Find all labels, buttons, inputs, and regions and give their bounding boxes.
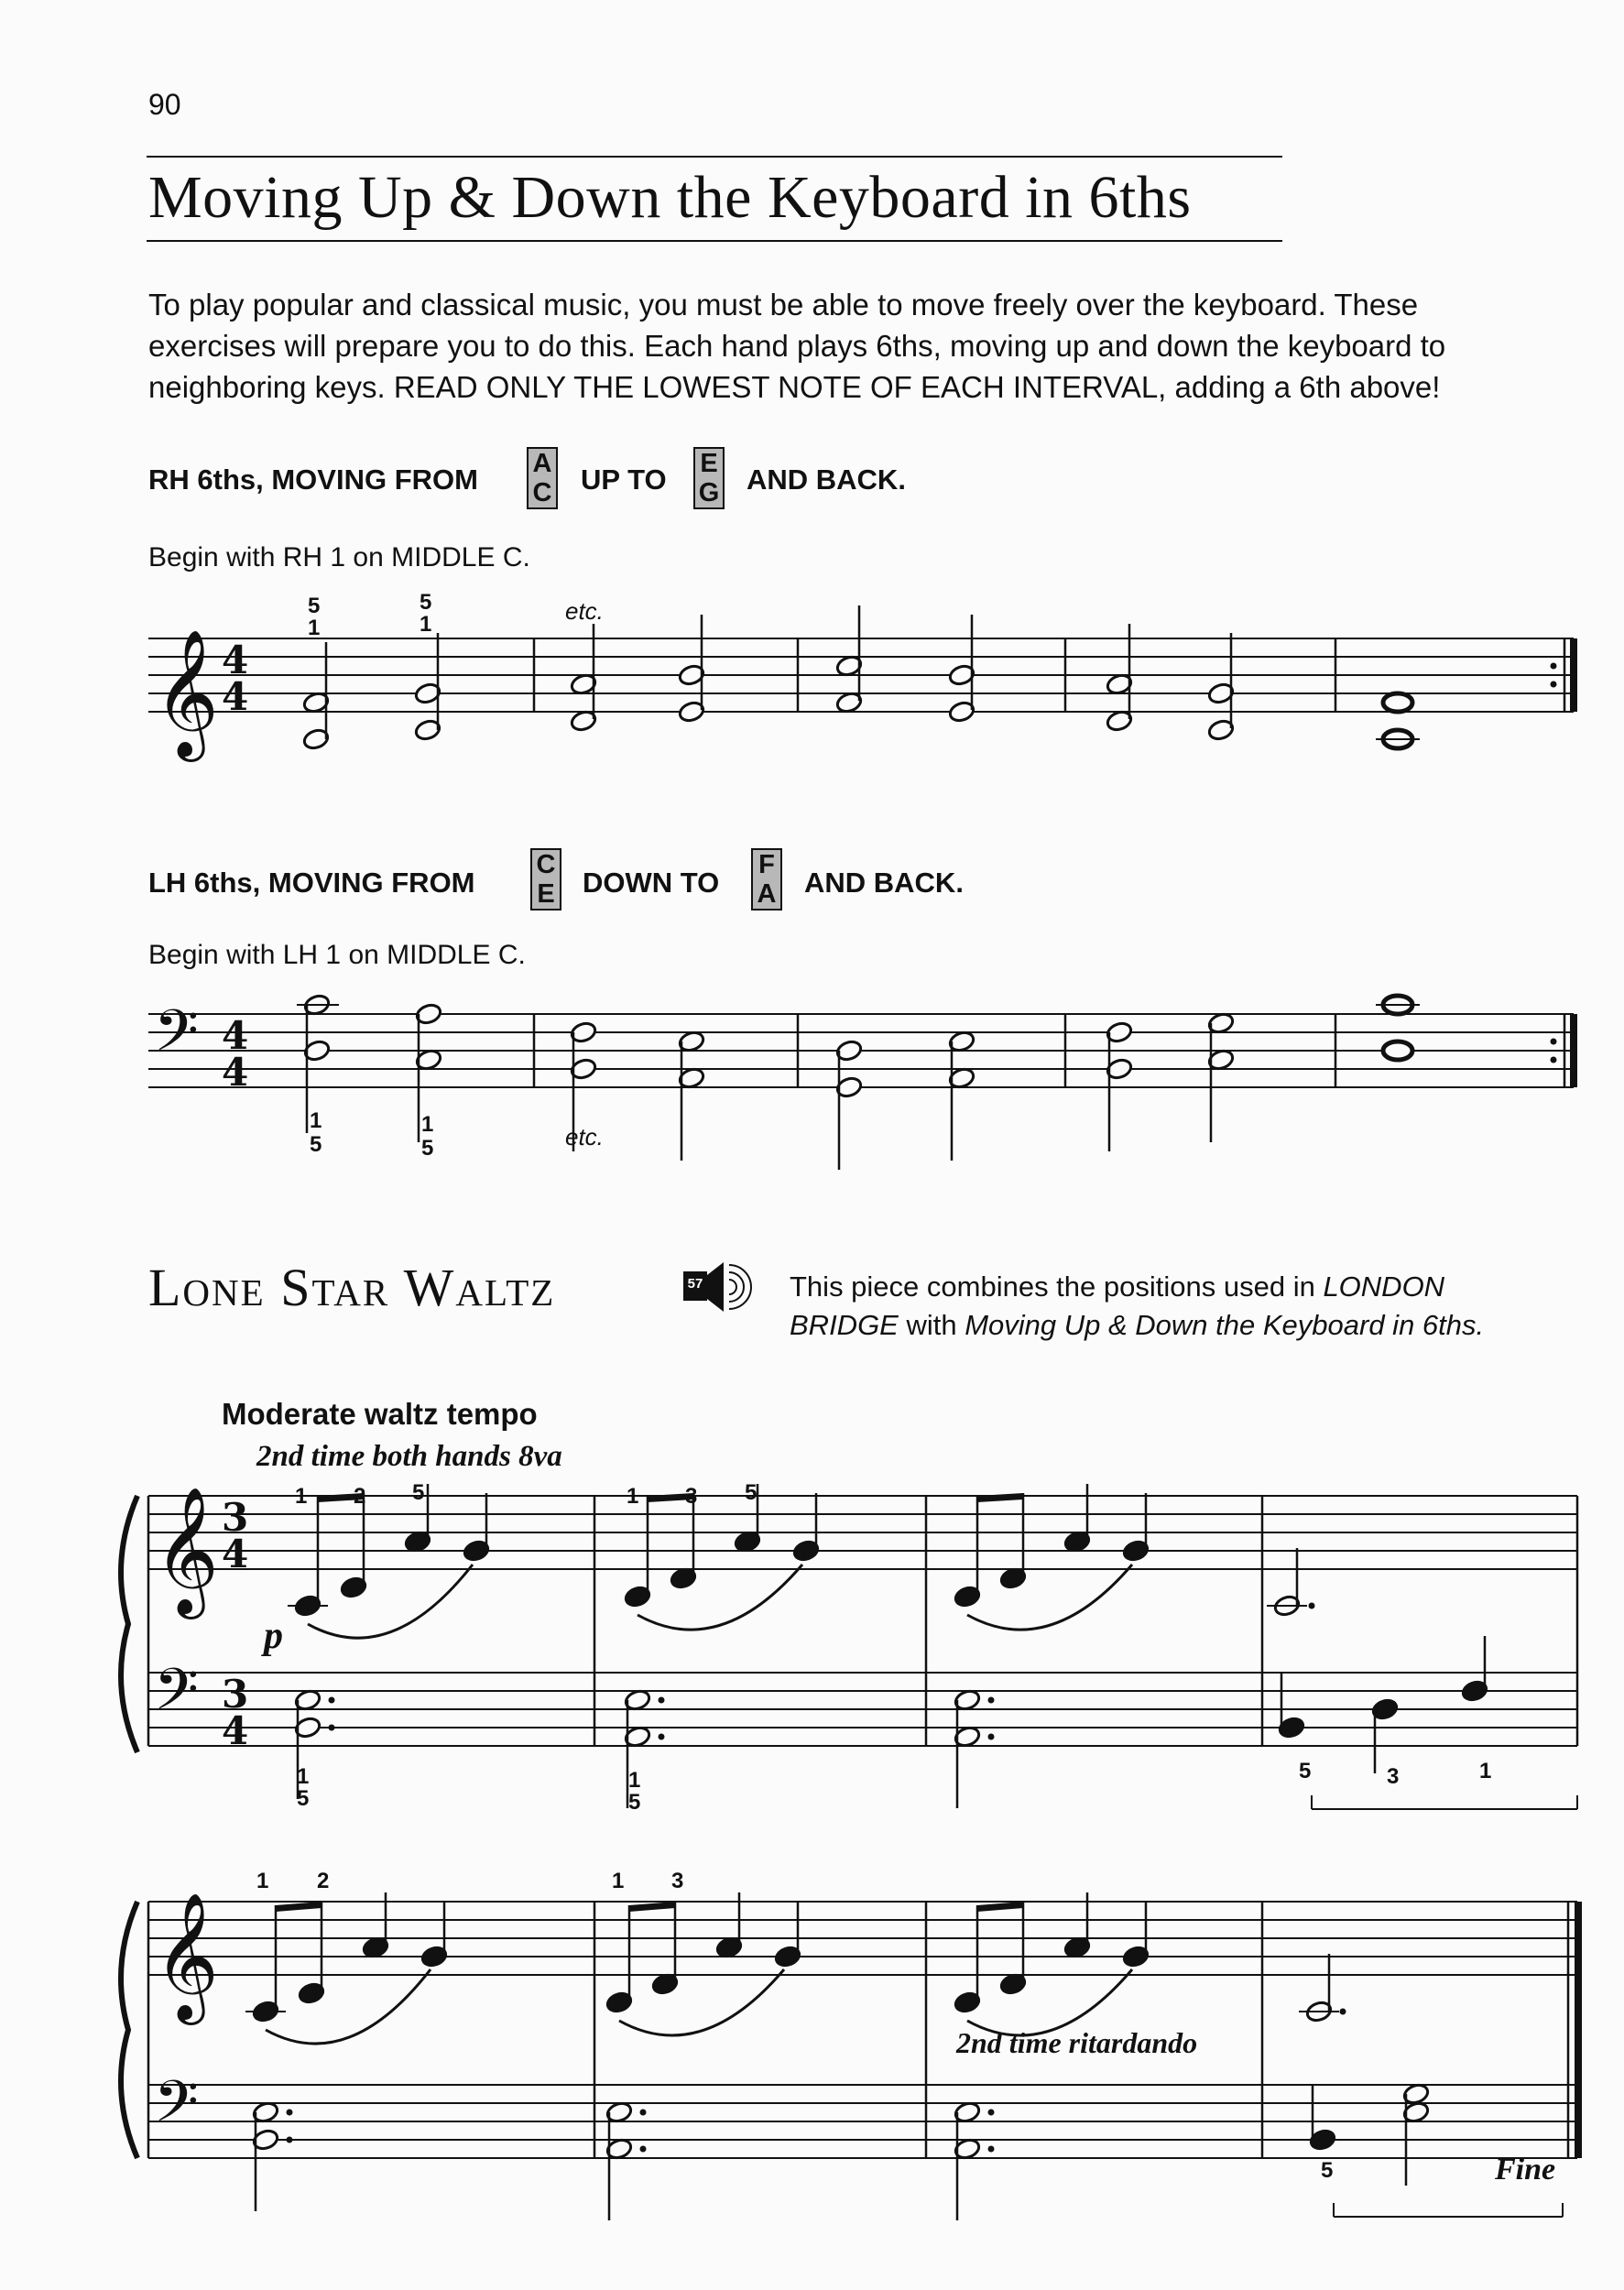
treble-clef-icon: 𝄞: [154, 1487, 219, 1614]
bass-clef-icon: 𝄢: [154, 1655, 199, 1737]
intro-line: exercises will prepare you to do this. Each hand plays 6ths, moving up and down the keyboard to: [148, 329, 1446, 363]
time-signature: 4: [222, 638, 249, 682]
lh-key-from-box: [530, 848, 561, 911]
finger-number: 5: [745, 1480, 758, 1505]
octave-marking: 2nd time both hands 8va: [256, 1440, 562, 1473]
speaker-wave-icon: [729, 1280, 736, 1294]
finger-number: 5: [308, 594, 321, 618]
time-signature: 4: [222, 1050, 249, 1095]
lh-heading-end: AND BACK.: [804, 867, 964, 899]
etc-label: etc.: [565, 597, 604, 625]
rh-key-from-box: [527, 447, 558, 509]
dot: [1340, 2009, 1346, 2015]
bass-clef-icon: 𝄢: [154, 2067, 199, 2149]
page-number: 90: [148, 88, 181, 121]
slur: [266, 1969, 431, 2044]
speaker-wave-icon: [729, 1265, 751, 1309]
treble-clef-icon: 𝄞: [154, 629, 219, 757]
slur: [967, 1565, 1132, 1630]
lh-key-to-box: [751, 848, 782, 911]
finger-number: 3: [685, 1484, 698, 1509]
finger-number: 5: [420, 590, 432, 615]
finger-number: 1: [628, 1768, 641, 1793]
key-note: A: [532, 449, 552, 478]
slur: [308, 1565, 473, 1638]
final-barline: [1575, 1902, 1582, 2158]
intro-paragraph: [148, 284, 1577, 408]
intro-line: To play popular and classical music, you must be able to move freely over the keyboard. These: [148, 288, 1419, 322]
tempo-marking: Moderate waltz tempo: [222, 1397, 538, 1431]
dot: [329, 1697, 335, 1704]
beam: [977, 1493, 1023, 1502]
finger-number: 2: [317, 1869, 330, 1893]
key-note: E: [700, 449, 718, 478]
dot: [1551, 1039, 1557, 1045]
key-note: E: [537, 879, 555, 909]
fine-marking: Fine: [1495, 2153, 1556, 2186]
finger-number: 1: [295, 1484, 308, 1509]
rh-heading-mid: UP TO: [581, 463, 667, 496]
dot: [1551, 1057, 1557, 1063]
finger-number: 1: [420, 612, 432, 637]
time-signature: 3: [222, 1495, 249, 1540]
finger-number: 5: [1299, 1759, 1312, 1783]
final-barline: [1570, 638, 1577, 712]
finger-number: 5: [297, 1786, 310, 1811]
key-note: G: [698, 478, 720, 507]
brace: [121, 1902, 137, 2158]
description-line: This piece combines the positions used in LONDON: [790, 1270, 1445, 1303]
finger-number: 5: [421, 1136, 434, 1161]
time-signature: 4: [222, 1708, 249, 1753]
key-note: F: [758, 850, 775, 879]
beam: [629, 1902, 675, 1912]
dynamic-marking: p: [264, 1615, 283, 1657]
ritardando-marking: 2nd time ritardando: [956, 2026, 1198, 2059]
key-note: A: [757, 879, 777, 909]
time-signature: 4: [222, 674, 249, 719]
rh-heading-start: RH 6ths, MOVING FROM: [148, 463, 478, 496]
dot: [640, 2110, 647, 2116]
treble-clef-icon: 𝄞: [154, 1892, 219, 2020]
bass-clef-icon: 𝄢: [154, 997, 199, 1078]
finger-number: 1: [627, 1484, 639, 1509]
lh-heading-mid: DOWN TO: [583, 867, 720, 899]
brace: [121, 1496, 137, 1752]
page-title: Moving Up & Down the Keyboard in 6ths: [148, 164, 1192, 231]
slur: [619, 1969, 784, 2035]
time-signature: 4: [222, 1532, 249, 1576]
dot: [988, 1734, 995, 1740]
dot: [659, 1734, 665, 1740]
lh-heading-start: LH 6ths, MOVING FROM: [148, 867, 475, 899]
piece-title: Lone Star Waltz: [148, 1258, 556, 1317]
finger-number: 2: [354, 1484, 366, 1509]
time-signature: 3: [222, 1672, 249, 1717]
etc-label: etc.: [565, 1123, 604, 1150]
dot: [640, 2146, 647, 2153]
whole-note: [1383, 1041, 1412, 1060]
dot: [988, 2110, 995, 2116]
dot: [287, 2137, 293, 2143]
dot: [329, 1725, 335, 1731]
key-note: C: [536, 850, 556, 879]
beam: [977, 1902, 1023, 1912]
beam: [276, 1902, 322, 1912]
finger-number: 1: [256, 1869, 269, 1893]
finger-number: 3: [1387, 1764, 1400, 1789]
slur: [638, 1565, 802, 1630]
time-signature: 4: [222, 1013, 249, 1058]
rh-instruction: Begin with RH 1 on MIDDLE C.: [148, 542, 530, 572]
speaker-icon: [707, 1262, 724, 1312]
track-number: 57: [687, 1276, 703, 1292]
finger-number: 1: [310, 1108, 322, 1133]
dot: [1551, 663, 1557, 670]
finger-number: 3: [671, 1869, 684, 1893]
finger-number: 1: [308, 616, 321, 640]
finger-number: 1: [297, 1764, 310, 1789]
finger-number: 5: [1321, 2158, 1334, 2183]
dot: [659, 1697, 665, 1704]
whole-note: [1383, 693, 1412, 712]
description-line: BRIDGE with Moving Up & Down the Keyboard in 6ths.: [790, 1309, 1485, 1341]
rh-heading-end: AND BACK.: [747, 463, 906, 496]
finger-number: 1: [421, 1112, 434, 1137]
key-note: C: [532, 478, 552, 507]
dot: [988, 2146, 995, 2153]
piece-description: [790, 1268, 1484, 1345]
finger-number: 5: [628, 1790, 641, 1815]
intro-line: neighboring keys. READ ONLY THE LOWEST NOTE OF EACH INTERVAL, adding a 6th above!: [148, 370, 1441, 404]
dot: [988, 1697, 995, 1704]
finger-number: 5: [310, 1132, 322, 1157]
rh-key-to-box: [693, 447, 725, 509]
finger-number: 1: [1479, 1759, 1492, 1783]
finger-number: 5: [412, 1480, 425, 1505]
final-barline: [1570, 1014, 1577, 1087]
lh-instruction: Begin with LH 1 on MIDDLE C.: [148, 940, 526, 970]
dot: [1309, 1603, 1315, 1609]
finger-number: 1: [612, 1869, 625, 1893]
dot: [287, 2110, 293, 2116]
dot: [1551, 682, 1557, 688]
